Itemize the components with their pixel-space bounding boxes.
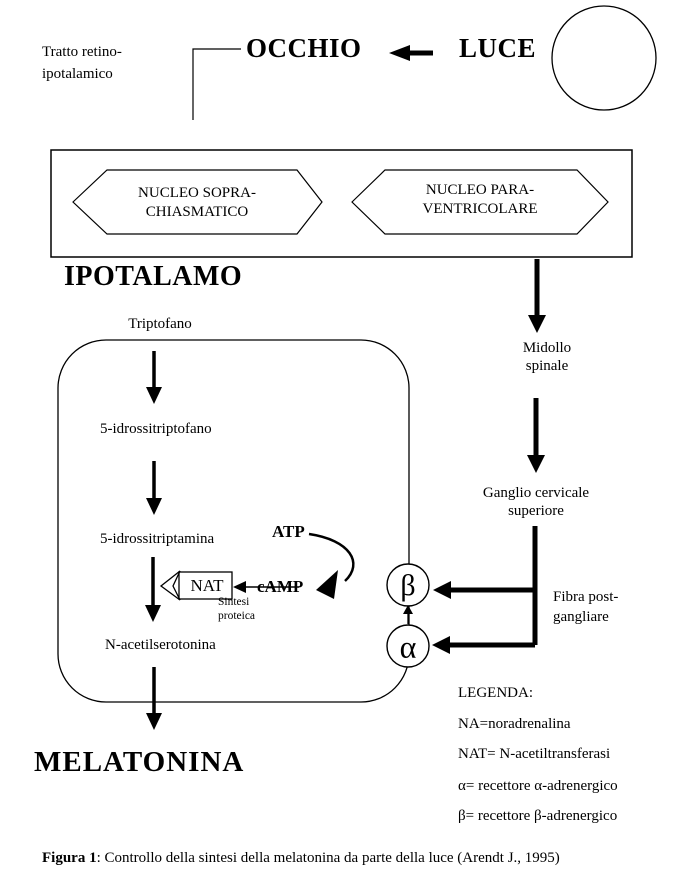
figure-caption-label: Figura 1 (42, 850, 97, 866)
arrow-luce-to-occhio (389, 45, 433, 61)
ganglio-cervicale-label: Ganglio cervicale superiore (482, 485, 590, 519)
legend-item-beta: β= recettore β-adrenergico (458, 808, 618, 824)
legend-item-nat: NAT= N-acetiltransferasi (458, 746, 611, 762)
nucleo-soprachiasmatico-label: NUCLEO SOPRA- CHIASMATICO (138, 185, 256, 220)
nucleo-paraventricolare-label: NUCLEO PARA- VENTRICOLARE (422, 182, 538, 217)
nat-label: NAT (190, 576, 224, 596)
midollo-spinale-label: Midollo spinale (522, 340, 572, 374)
retino-hypothalamic-tract-line (193, 49, 241, 120)
idrossitriptamina-label: 5-idrossitriptamina (100, 531, 215, 547)
melatonina-title: MELATONINA (34, 746, 245, 778)
tract-label-line2: ipotalamico (42, 66, 113, 82)
arrow-alpha-to-beta (403, 605, 413, 624)
arrow-to-ganglio-cervicale (527, 398, 545, 473)
arrow-5idrossitriptofano-to-5idrossitriptamina (146, 461, 162, 515)
idrossitriptofano-label: 5-idrossitriptofano (100, 421, 212, 437)
arrow-atp-to-camp (309, 534, 353, 599)
legend-item-alpha: α= recettore α-adrenergico (458, 778, 618, 794)
legend-title: LEGENDA: (458, 685, 533, 701)
camp-label: cAMP (257, 577, 304, 596)
arrow-to-midollo-spinale (528, 259, 546, 333)
arrow-nacetilserotonina-to-melatonina (146, 667, 162, 730)
beta-receptor-label: β (400, 568, 416, 602)
sintesi-proteica-label: Sintesi proteica (218, 596, 256, 623)
luce-label: LUCE (459, 33, 537, 63)
legend-item-na: NA=noradrenalina (458, 716, 571, 732)
figure-caption (42, 850, 560, 867)
triptofano-label: Triptofano (128, 316, 192, 332)
fibra-postgangliare-label: Fibra post- gangliare (553, 589, 619, 625)
postganglionic-fiber-lines (432, 526, 535, 654)
arrow-5idrossitriptamina-to-nacetilserotonina (145, 557, 161, 622)
acetilserotonina-label: N-acetilserotonina (105, 637, 216, 653)
alpha-receptor-label: α (399, 628, 417, 665)
figure-caption-text: : Controllo della sintesi della melatonina da parte della luce (Arendt J., 1995) (96, 850, 560, 866)
tract-label-line1: Tratto retino- (42, 44, 122, 60)
atp-label: ATP (272, 522, 305, 541)
arrow-triptofano-to-5idrossitriptofano (146, 351, 162, 404)
sun-circle (552, 6, 656, 110)
occhio-label: OCCHIO (246, 33, 362, 63)
ipotalamo-title: IPOTALAMO (64, 261, 243, 292)
